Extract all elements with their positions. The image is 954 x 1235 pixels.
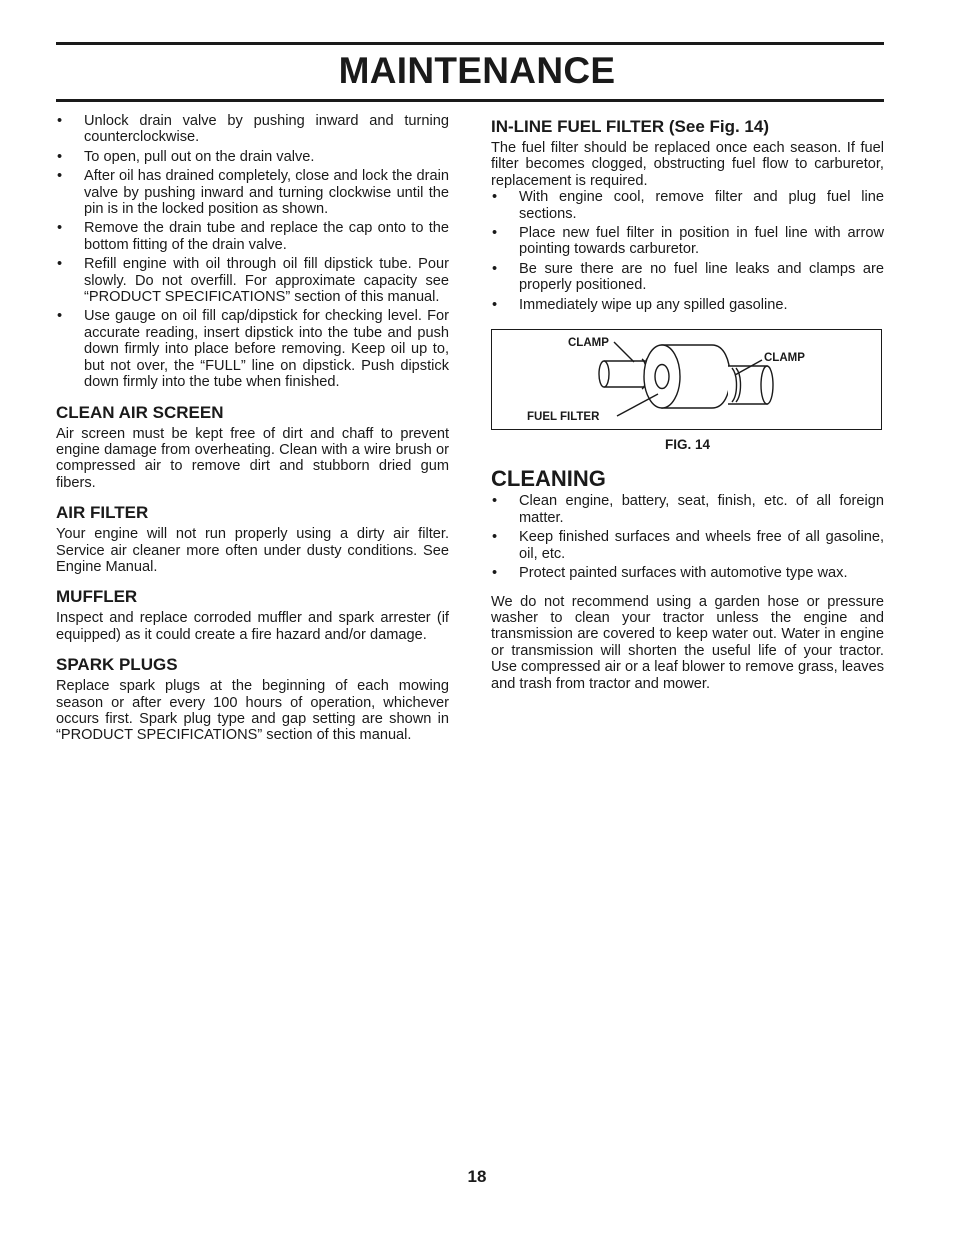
list-item: • Remove the drain tube and replace the cap onto to the bottom fitting of the drain valve.: [56, 220, 449, 253]
header-top-rule: [56, 42, 884, 45]
right-column: [491, 117, 884, 692]
list-item: • Place new fuel filter in position in fuel line with arrow pointing towards carburetor.: [491, 225, 884, 258]
list-item: • Protect painted surfaces with automotive type wax.: [491, 565, 884, 581]
figure-caption: FIG. 14: [664, 437, 710, 453]
fuel-filter-figure: [491, 329, 882, 430]
list-item: • Unlock drain valve by pushing inward and turning counterclockwise.: [56, 113, 449, 146]
list-item: • Use gauge on oil fill cap/dipstick for checking level. For accurate reading, insert dipstick into the tube and push down firmly into place before removing. Keep oil up to, but not over, the “FULL” line on dipstick. Push dipstick down firmly into the tube when finished.: [56, 308, 449, 390]
left-column: [56, 113, 449, 744]
fuel-filter-heading: IN-LINE FUEL FILTER (See Fig. 14): [491, 117, 770, 136]
spark-plugs-text: Replace spark plugs at the beginning of each mowing season or after every 100 hours of operation, whichever occurs first. Spark plug type and gap setting are shown in “PRODUCT SPECIFICATIONS” section of this manual.: [56, 678, 449, 744]
clamp-label-right: CLAMP: [764, 352, 805, 365]
header-bottom-rule: [56, 99, 884, 102]
page-title: MAINTENANCE: [338, 50, 616, 91]
clean-air-screen-heading: CLEAN AIR SCREEN: [56, 402, 224, 422]
cleaning-heading: CLEANING: [491, 466, 606, 492]
air-filter-text: Your engine will not run properly using a dirty air filter. Service air cleaner more often under dusty conditions. See Engine Manual.: [56, 526, 449, 575]
list-item: • After oil has drained completely, close and lock the drain valve by pushing inward and turning clockwise until the pin is in the locked position as shown.: [56, 168, 449, 217]
oil-change-steps: [56, 113, 449, 391]
list-item: • To open, pull out on the drain valve.: [56, 149, 449, 165]
fuel-filter-steps: [491, 189, 884, 313]
muffler-text: Inspect and replace corroded muffler and spark arrester (if equipped) as it could create a fire hazard and/or damage.: [56, 610, 449, 643]
list-item: • With engine cool, remove filter and plug fuel line sections.: [491, 189, 884, 222]
cleaning-text: We do not recommend using a garden hose or pressure washer to clean your tractor unless the engine and transmission are covered to keep water out. Water in engine or transmission will shorten the useful life of your tractor. Use compressed air or a leaf blower to remove grass, leaves and trash from tractor and mower.: [491, 593, 884, 692]
list-item: • Be sure there are no fuel line leaks and clamps are properly positioned.: [491, 261, 884, 294]
fuel-filter-text: The fuel filter should be replaced once each season. If fuel filter becomes clogged, obstructing fuel flow to carburetor, replacement is required.: [491, 140, 884, 189]
clean-air-screen-text: Air screen must be kept free of dirt and chaff to prevent engine damage from overheating. Clean with a wire brush or compressed air to remove dirt and stubborn dried gum fibers.: [56, 425, 449, 491]
page-number: 18: [467, 1167, 487, 1186]
clamp-label-left: CLAMP: [568, 337, 609, 350]
fuel-filter-label: FUEL FILTER: [527, 411, 600, 424]
list-item: • Clean engine, battery, seat, finish, etc. of all foreign matter.: [491, 493, 884, 526]
air-filter-heading: AIR FILTER: [56, 503, 149, 523]
list-item: • Immediately wipe up any spilled gasoline.: [491, 297, 884, 313]
muffler-heading: MUFFLER: [56, 587, 138, 607]
cleaning-steps: [491, 493, 884, 581]
list-item: • Keep finished surfaces and wheels free of all gasoline, oil, etc.: [491, 529, 884, 562]
list-item: • Refill engine with oil through oil fill dipstick tube. Pour slowly. Do not overfill. For approximate capacity see “PRODUCT SPECIFICATIONS” section of this manual.: [56, 256, 449, 305]
spark-plugs-heading: SPARK PLUGS: [56, 655, 178, 675]
